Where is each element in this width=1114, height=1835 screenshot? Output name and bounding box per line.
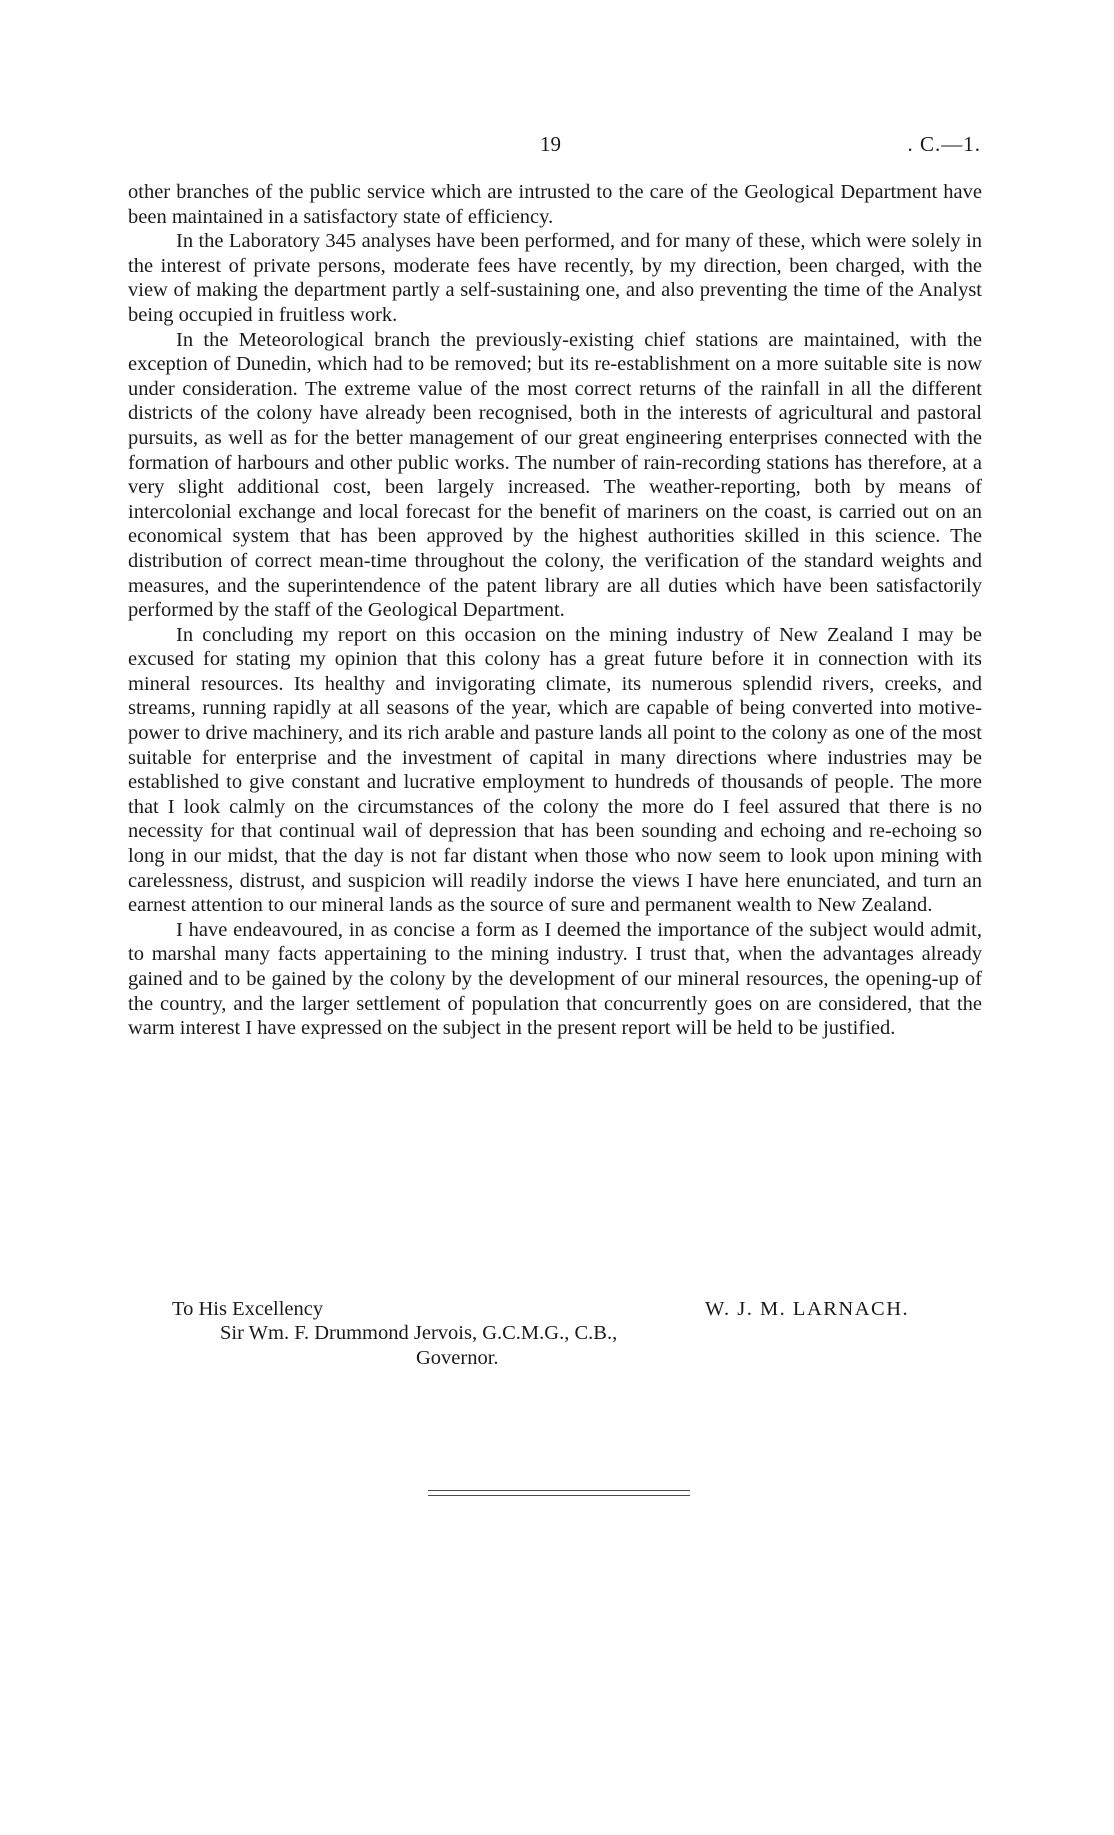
document-code: . C.—1. bbox=[907, 132, 981, 156]
report-body bbox=[128, 180, 982, 1041]
paragraph-concluding: In concluding my report on this occasion on the mining industry of New Zealand I may be excused for stating my opinion that this colony has a great future before it in connection with its mineral resources. Its healthy and invigorating climate, its numerous splendid rivers, creeks, and streams, running rapidly at all seasons of the year, which are capable of being converted into motive-power to drive machinery, and its rich arable and pasture lands all point to the colony as one of the most suitable for enterprise and the investment of capital in many directions where industries may be established to give constant and lucrative employment to hundreds of thousands of people. The more that I look calmly on the circumstances of the colony the more do I feel assured that there is no necessity for that continual wail of depression that has been sounding and echoing and re-echoing so long in our midst, that the day is not far distant when those who now seem to look upon mining with carelessness, distrust, and suspicion will readily indorse the views I have here enunciated, and turn an earnest attention to our mineral lands as the source of sure and permanent wealth to New Zealand. bbox=[128, 623, 982, 917]
page-number: 19 bbox=[540, 132, 561, 156]
paragraph-endeavoured: I have endeavoured, in as concise a form as I deemed the importance of the subject would admit, to marshal many facts appertaining to the mining industry. I trust that, when the advantages already gained and to be gained by the colony by the development of our mineral resources, the opening-up of the country, and the larger settlement of population that concurrently goes on are considered, that the warm interest I have expressed on the subject in the present report will be held to be justified. bbox=[128, 918, 982, 1040]
rule-line-upper bbox=[428, 1490, 690, 1491]
end-rule-divider bbox=[428, 1490, 690, 1497]
addressee-title: Governor. bbox=[416, 1347, 499, 1369]
signoff-block bbox=[128, 1297, 982, 1387]
addressee-name: Sir Wm. F. Drummond Jervois, G.C.M.G., C.B., bbox=[220, 1322, 618, 1344]
rule-line-lower bbox=[428, 1495, 690, 1496]
page-header bbox=[0, 132, 1114, 162]
signature: W. J. M. LARNACH. bbox=[705, 1298, 910, 1320]
paragraph-laboratory: In the Laboratory 345 analyses have been performed, and for many of these, which were solely in the interest of private persons, moderate fees have recently, by my direction, been charged, with the view of making the department partly a self-sustaining one, and also preventing the time of the Analyst being occupied in fruitless work. bbox=[128, 230, 982, 326]
addressee-line: To His Excellency bbox=[172, 1298, 324, 1320]
paragraph-continuation: other branches of the public service which are intrusted to the care of the Geological Department have been maintained in a satisfactory state of efficiency. bbox=[128, 181, 982, 228]
paragraph-meteorological: In the Meteorological branch the previously-existing chief stations are maintained, with the exception of Dunedin, which had to be removed; but its re-establishment on a more suitable site is now under consideration. The extreme value of the most correct returns of the rainfall in all the different districts of the colony have already been recognised, both in the interests of agricultural and pastoral pursuits, as well as for the better management of our great engineering enterprises connected with the formation of harbours and other public works. The number of rain-recording stations has therefore, at a very slight additional cost, been largely increased. The weather-reporting, both by means of intercolonial exchange and local forecast for the benefit of mariners on the coast, is carried out on an economical system that has been approved by the highest authorities skilled in this science. The distribution of correct mean-time throughout the colony, the verification of the standard weights and measures, and the superintendence of the patent library are all duties which have been satisfactorily performed by the staff of the Geological Department. bbox=[128, 328, 982, 622]
